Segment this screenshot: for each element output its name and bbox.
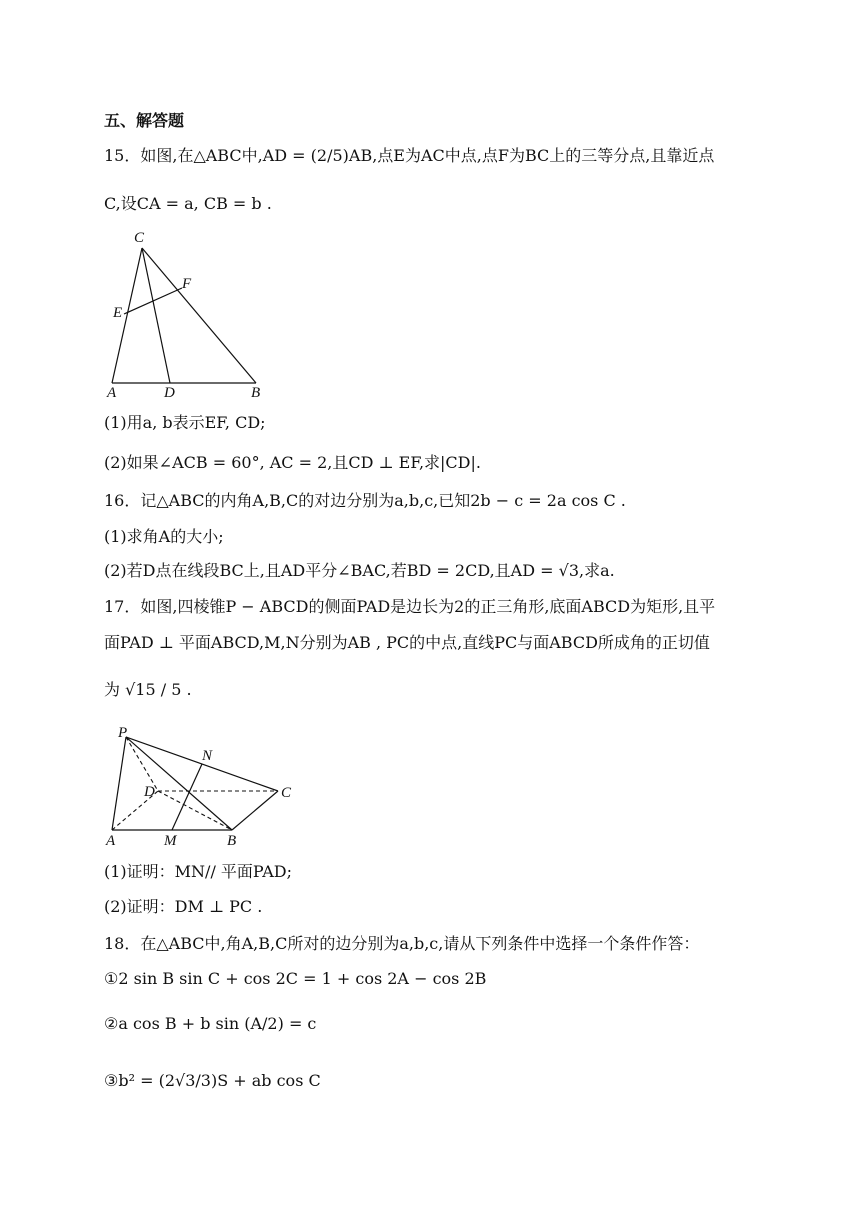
q18-option3: ③b² = (2√3/3)S + ab cos C bbox=[104, 1071, 321, 1090]
q16-sub1: (1)求角A的大小; bbox=[104, 527, 224, 546]
label-a: A bbox=[106, 833, 116, 849]
side-cb bbox=[142, 248, 256, 383]
q16-sub2: (2)若D点在线段BC上,且AD平分∠BAC,若BD = 2CD,且AD = √3,求a. bbox=[104, 561, 615, 580]
q15-triangle-figure bbox=[104, 226, 274, 405]
q16-line1: 16．记△ABC的内角A,B,C的对边分别为a,b,c,已知2b − c = 2a cos C . bbox=[104, 491, 626, 510]
q15-line1: 15．如图,在△ABC中,AD = (2/5)AB,点E为AC中点,点F为BC上的三等分点,且靠近点 bbox=[104, 146, 715, 165]
edge-bc bbox=[232, 791, 278, 830]
q17-line1: 17．如图,四棱锥P − ABCD的侧面PAD是边长为2的正三角形,底面ABCD为矩形,且平 bbox=[104, 597, 716, 616]
edge-pa bbox=[112, 737, 126, 830]
q18-option2: ②a cos B + b sin (A/2) = c bbox=[104, 1014, 317, 1033]
q15-sub2: (2)如果∠ACB = 60°, AC = 2,且CD ⊥ EF,求|CD|. bbox=[104, 453, 481, 472]
q17-sub2: (2)证明：DM ⊥ PC . bbox=[104, 897, 263, 916]
segment-cd bbox=[142, 248, 170, 383]
label-a: A bbox=[107, 385, 117, 401]
q18-line1: 18．在△ABC中,角A,B,C所对的边分别为a,b,c,请从下列条件中选择一个条件作答： bbox=[104, 934, 700, 953]
label-m: M bbox=[164, 833, 177, 849]
label-e: E bbox=[113, 305, 123, 321]
label-n: N bbox=[202, 748, 213, 764]
q15-sub1: (1)用a, b表示EF, CD; bbox=[104, 413, 266, 432]
edge-pd-hidden bbox=[126, 737, 158, 791]
label-d: D bbox=[144, 784, 155, 800]
label-d: D bbox=[164, 385, 175, 401]
label-c: C bbox=[134, 230, 145, 246]
label-b: B bbox=[251, 385, 261, 401]
q15-line2: C,设CA = a, CB = b . bbox=[104, 194, 272, 213]
label-c: C bbox=[281, 785, 292, 801]
edge-pb bbox=[126, 737, 232, 830]
q17-sub1: (1)证明：MN// 平面PAD; bbox=[104, 862, 292, 881]
segment-mn bbox=[172, 764, 202, 830]
q18-option1: ①2 sin B sin C + cos 2C = 1 + cos 2A − cos 2B bbox=[104, 969, 487, 988]
q17-line2: 面PAD ⊥ 平面ABCD,M,N分别为AB , PC的中点,直线PC与面ABCD所成角的正切值 bbox=[104, 633, 710, 652]
label-b: B bbox=[227, 833, 237, 849]
q17-line3: 为 √15 / 5 . bbox=[104, 680, 192, 699]
q17-pyramid-figure bbox=[104, 724, 304, 856]
label-p: P bbox=[118, 725, 128, 741]
section-title: 五、解答题 bbox=[104, 111, 185, 130]
label-f: F bbox=[182, 276, 192, 292]
